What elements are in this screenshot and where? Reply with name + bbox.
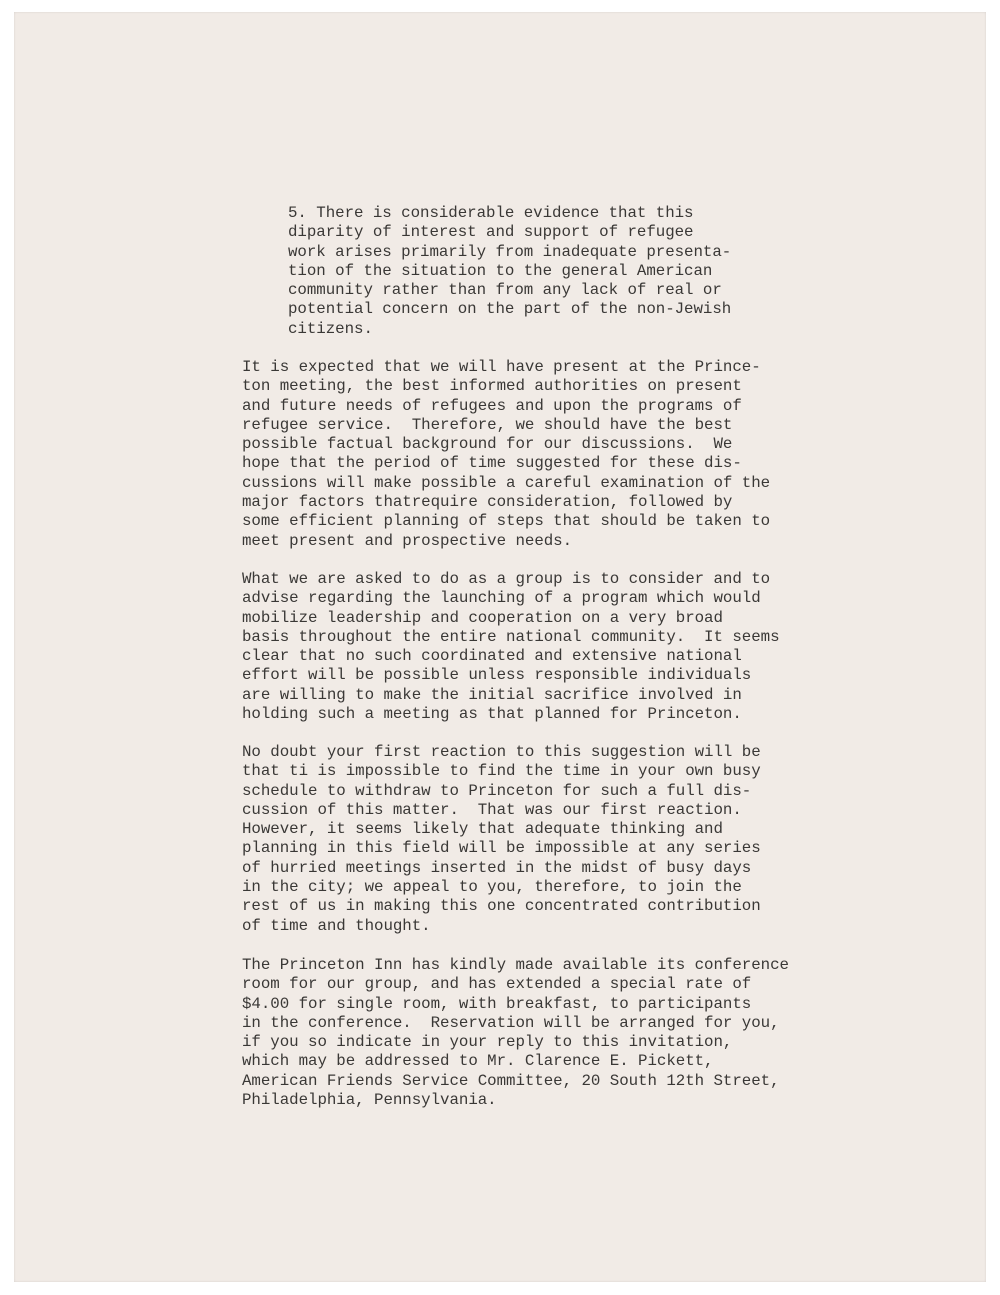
text-line: It is expected that we will have present at the Prince- — [242, 358, 761, 376]
text-line: are willing to make the initial sacrifice involved in — [242, 685, 742, 704]
text-line: of hurried meetings inserted in the midst of busy days — [242, 858, 752, 877]
text-line: if you so indicate in your reply to this invitation, — [242, 1033, 733, 1052]
text-line: community rather than from any lack of real or — [288, 281, 722, 300]
text-line: citizens. — [288, 319, 373, 338]
text-line: that ti is impossible to find the time in your own busy — [242, 762, 761, 781]
paragraph-point-5 — [288, 204, 731, 339]
text-line: However, it seems likely that adequate thinking and — [242, 820, 723, 839]
document-page — [14, 12, 986, 1282]
text-line: Philadelphia, Pennsylvania. — [242, 1091, 497, 1110]
text-line: effort will be possible unless responsible individuals — [242, 666, 752, 685]
text-line: in the conference. Reservation will be arranged for you, — [242, 1013, 780, 1032]
text-line: of time and thought. — [242, 916, 431, 935]
text-line: ton meeting, the best informed authorities on present — [242, 377, 742, 396]
text-line: No doubt your first reaction to this suggestion will be — [242, 743, 761, 761]
text-line: major factors thatrequire consideration, followed by — [242, 493, 733, 512]
text-line: American Friends Service Committee, 20 South 12th Street, — [242, 1071, 780, 1090]
text-line: What we are asked to do as a group is to consider and to — [242, 570, 771, 588]
text-line: which may be addressed to Mr. Clarence E. Pickett, — [242, 1052, 714, 1071]
text-line: rest of us in making this one concentrated contribution — [242, 897, 761, 916]
text-line: some efficient planning of steps that should be taken to — [242, 512, 771, 531]
paragraph-princeton-inn — [242, 956, 789, 1110]
text-line: hope that the period of time suggested for these dis- — [242, 454, 742, 473]
text-line: 5. There is considerable evidence that this — [288, 204, 694, 222]
text-line: The Princeton Inn has kindly made available its conference — [242, 956, 789, 974]
text-line: planning in this field will be impossible at any series — [242, 839, 761, 858]
text-line: potential concern on the part of the non-Jewish — [288, 300, 732, 319]
text-line: clear that no such coordinated and extensive national — [242, 647, 742, 666]
text-line: in the city; we appeal to you, therefore, to join the — [242, 878, 742, 897]
text-line: meet present and prospective needs. — [242, 531, 573, 550]
text-line: possible factual background for our discussions. We — [242, 435, 733, 454]
text-line: holding such a meeting as that planned for Princeton. — [242, 705, 742, 724]
text-line: cussions will make possible a careful examination of the — [242, 473, 771, 492]
text-line: work arises primarily from inadequate presenta- — [288, 242, 732, 261]
text-line: $4.00 for single room, with breakfast, to participants — [242, 994, 752, 1013]
text-line: tion of the situation to the general American — [288, 261, 713, 280]
text-line: schedule to withdraw to Princeton for such a full dis- — [242, 781, 752, 800]
text-line: and future needs of refugees and upon the programs of — [242, 396, 742, 415]
paragraph-first-reaction — [242, 743, 761, 936]
paragraph-group-task — [242, 570, 780, 724]
text-line: diparity of interest and support of refugee — [288, 223, 694, 242]
text-line: advise regarding the launching of a program which would — [242, 589, 761, 608]
paragraph-princeton-meeting — [242, 358, 770, 551]
text-line: refugee service. Therefore, we should have the best — [242, 415, 733, 434]
text-line: room for our group, and has extended a special rate of — [242, 975, 752, 994]
text-line: cussion of this matter. That was our first reaction. — [242, 800, 742, 819]
text-line: mobilize leadership and cooperation on a very broad — [242, 608, 723, 627]
text-line: basis throughout the entire national community. It seems — [242, 627, 780, 646]
